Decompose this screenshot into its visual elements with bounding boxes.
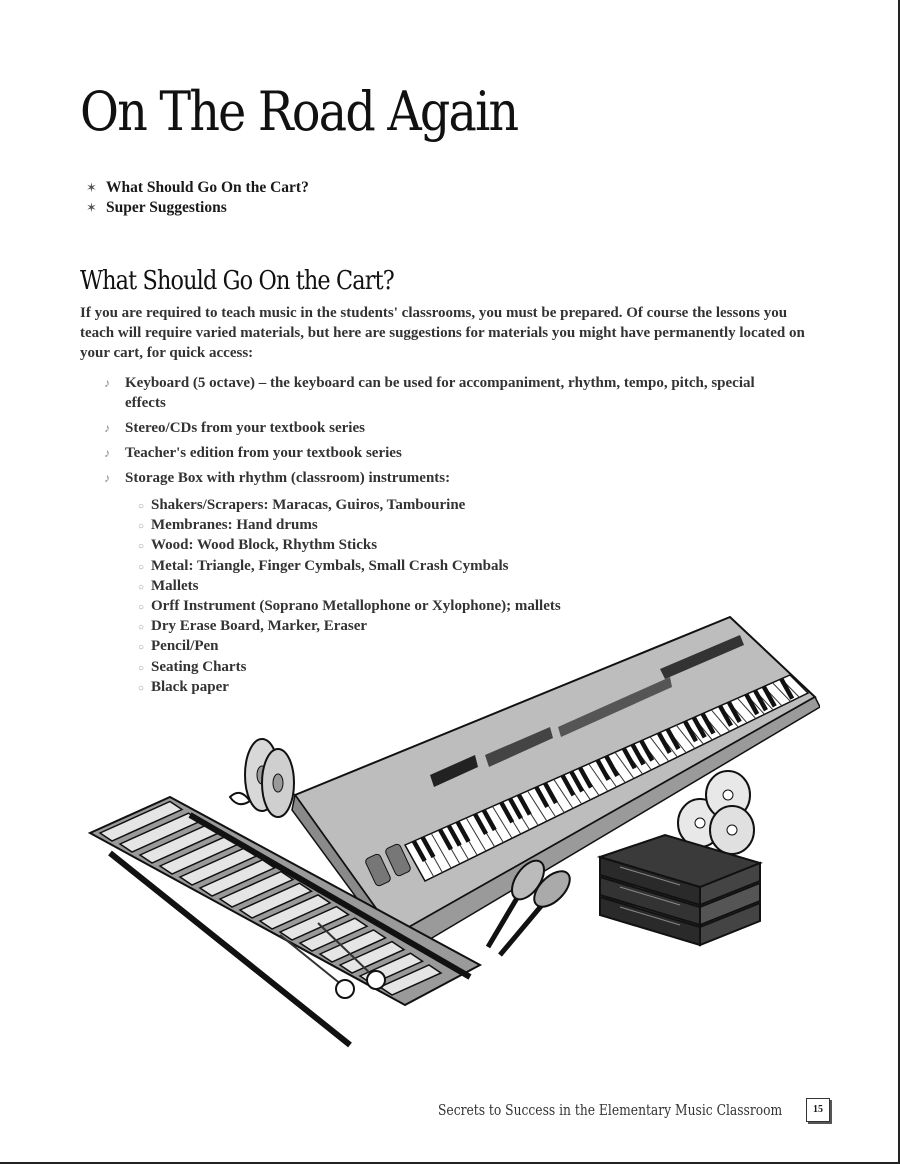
small-circle-icon: ○ xyxy=(138,602,145,614)
list-item xyxy=(104,468,794,488)
eighth-note-icon: ♪ xyxy=(104,446,110,460)
page-title: On The Road Again xyxy=(80,80,518,143)
sublist-item-text: Metal: Triangle, Finger Cymbals, Small Crash Cymbals xyxy=(151,557,509,574)
sublist-item-text: Wood: Wood Block, Rhythm Sticks xyxy=(151,537,378,554)
list-item xyxy=(104,443,794,463)
toc-item xyxy=(86,198,309,218)
eighth-note-icon: ♪ xyxy=(104,471,110,485)
asterisk-icon: ✶ xyxy=(86,200,97,215)
section-title: What Should Go On the Cart? xyxy=(80,266,394,296)
list-item-text: Teacher's edition from your textbook series xyxy=(125,445,402,461)
cymbals-illustration xyxy=(230,739,294,817)
toc-item xyxy=(86,178,309,198)
toc-item-label: Super Suggestions xyxy=(106,199,227,216)
sublist-item-text: Black paper xyxy=(151,678,229,695)
list-item-text: Keyboard (5 octave) – the keyboard can be used for accompaniment, rhythm, tempo, pitch, special effects xyxy=(125,375,755,411)
small-circle-icon: ○ xyxy=(138,581,145,593)
sublist-item-text: Orff Instrument (Soprano Metallophone or Xylophone); mallets xyxy=(151,598,561,615)
sublist-item xyxy=(138,496,561,516)
small-circle-icon: ○ xyxy=(138,622,145,634)
list-item-text: Stereo/CDs from your textbook series xyxy=(125,420,365,436)
sublist-item-text: Dry Erase Board, Marker, Eraser xyxy=(151,618,368,635)
section-intro: If you are required to teach music in the students' classrooms, you must be prepared. Of course the lessons you teach will require varied materials, but here are suggestions for materials you might have permanently located on your cart, for quick access: xyxy=(80,305,805,361)
page-number: 15 xyxy=(806,1098,830,1122)
book-title-footer: Secrets to Success in the Elementary Music Classroom xyxy=(438,1101,783,1119)
sublist-item xyxy=(138,557,561,577)
sublist-item-text: Membranes: Hand drums xyxy=(151,517,318,534)
small-circle-icon: ○ xyxy=(138,541,145,553)
toc-item-label: What Should Go On the Cart? xyxy=(106,179,309,196)
sublist-item-text: Mallets xyxy=(151,577,199,594)
music-cart-illustration xyxy=(80,605,820,1055)
list-item-text: Storage Box with rhythm (classroom) instruments: xyxy=(125,470,451,486)
sublist-item xyxy=(138,577,561,597)
list-item xyxy=(104,418,794,438)
small-circle-icon: ○ xyxy=(138,682,145,694)
list-item xyxy=(104,373,794,413)
asterisk-icon: ✶ xyxy=(86,180,97,195)
sublist-item-text: Seating Charts xyxy=(151,658,247,675)
small-circle-icon: ○ xyxy=(138,561,145,573)
small-circle-icon: ○ xyxy=(138,521,145,533)
small-circle-icon: ○ xyxy=(138,662,145,674)
small-circle-icon: ○ xyxy=(138,501,145,512)
eighth-note-icon: ♪ xyxy=(104,421,110,435)
sublist-item-text: Shakers/Scrapers: Maracas, Guiros, Tambourine xyxy=(151,497,466,513)
eighth-note-icon: ♪ xyxy=(104,376,110,390)
sublist-item xyxy=(138,536,561,556)
table-of-contents xyxy=(86,178,309,218)
sublist-item xyxy=(138,516,561,536)
materials-list xyxy=(104,373,794,493)
sublist-item-text: Pencil/Pen xyxy=(151,638,219,655)
small-circle-icon: ○ xyxy=(138,642,145,654)
